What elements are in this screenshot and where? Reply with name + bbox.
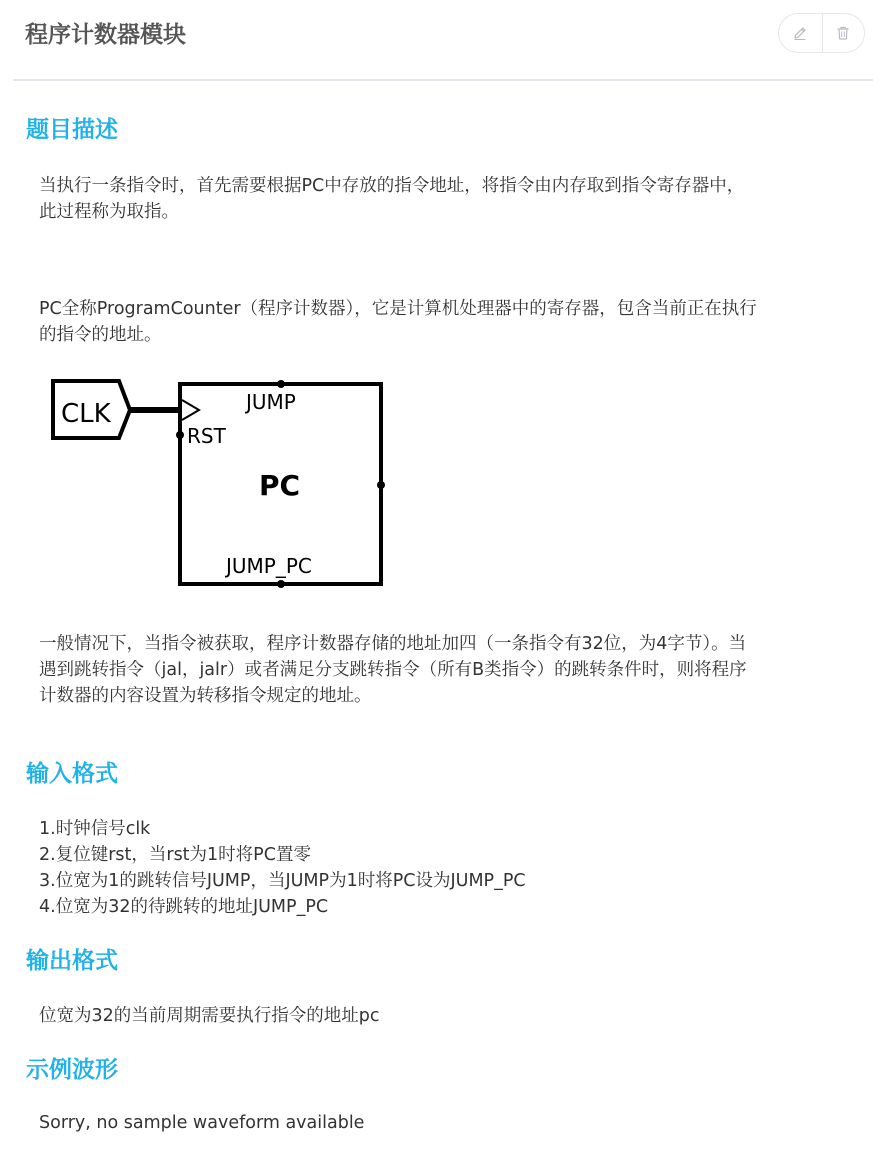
pencil-icon xyxy=(792,25,808,41)
edit-button[interactable] xyxy=(779,14,822,52)
page-title: 程序计数器模块 xyxy=(25,22,186,48)
jump-pc-port-dot xyxy=(277,580,285,588)
description-p2-line2: 的指令的地址。 xyxy=(39,325,162,345)
description-p3-line2: 遇到跳转指令（jal，jalr）或者满足分支跳转指令（所有B类指令）的跳转条件时，则将程序 xyxy=(39,660,747,680)
delete-button[interactable] xyxy=(822,14,865,52)
header-divider xyxy=(13,79,873,81)
page-header xyxy=(0,0,889,82)
out-port-dot xyxy=(377,481,385,489)
description-p1-line2: 此过程称为取指。 xyxy=(39,202,179,222)
description-p1-line1: 当执行一条指令时，首先需要根据PC中存放的指令地址，将指令由内存取到指令寄存器中， xyxy=(39,176,745,196)
input-heading: 输入格式 xyxy=(26,761,118,787)
input-item-3: 3.位宽为1的跳转信号JUMP，当JUMP为1时将PC设为JUMP_PC xyxy=(39,871,526,891)
description-paragraph-3 xyxy=(39,631,859,709)
rst-port-dot xyxy=(176,431,184,439)
input-item-4: 4.位宽为32的待跳转的地址JUMP_PC xyxy=(39,897,329,917)
jump-label: JUMP xyxy=(246,390,296,414)
jump-port-dot xyxy=(277,380,285,388)
output-text: 位宽为32的当前周期需要执行指令的地址pc xyxy=(39,1006,380,1026)
description-p3-line3: 计数器的内容设置为转移指令规定的地址。 xyxy=(39,686,372,706)
pc-block-diagram xyxy=(45,372,395,594)
jump-pc-label: JUMP_PC xyxy=(226,554,312,578)
waveform-heading: 示例波形 xyxy=(26,1057,118,1083)
description-paragraph-1 xyxy=(39,173,859,225)
clk-label: CLK xyxy=(61,399,111,429)
trash-icon xyxy=(835,25,851,41)
action-button-group xyxy=(778,13,865,53)
output-heading: 输出格式 xyxy=(26,948,118,974)
waveform-text: Sorry, no sample waveform available xyxy=(39,1113,365,1133)
description-paragraph-2 xyxy=(39,296,859,348)
description-p2-line1: PC全称ProgramCounter（程序计数器），它是计算机处理器中的寄存器，包含当前正在执行 xyxy=(39,299,757,319)
rst-label: RST xyxy=(187,424,226,448)
description-heading: 题目描述 xyxy=(26,117,118,143)
input-item-1: 1.时钟信号clk xyxy=(39,819,151,839)
input-item-2: 2.复位键rst，当rst为1时将PC置零 xyxy=(39,845,311,865)
description-p3-line1: 一般情况下，当指令被获取，程序计数器存储的地址加四（一条指令有32位，为4字节）。当 xyxy=(39,634,747,654)
pc-label: PC xyxy=(259,469,301,502)
